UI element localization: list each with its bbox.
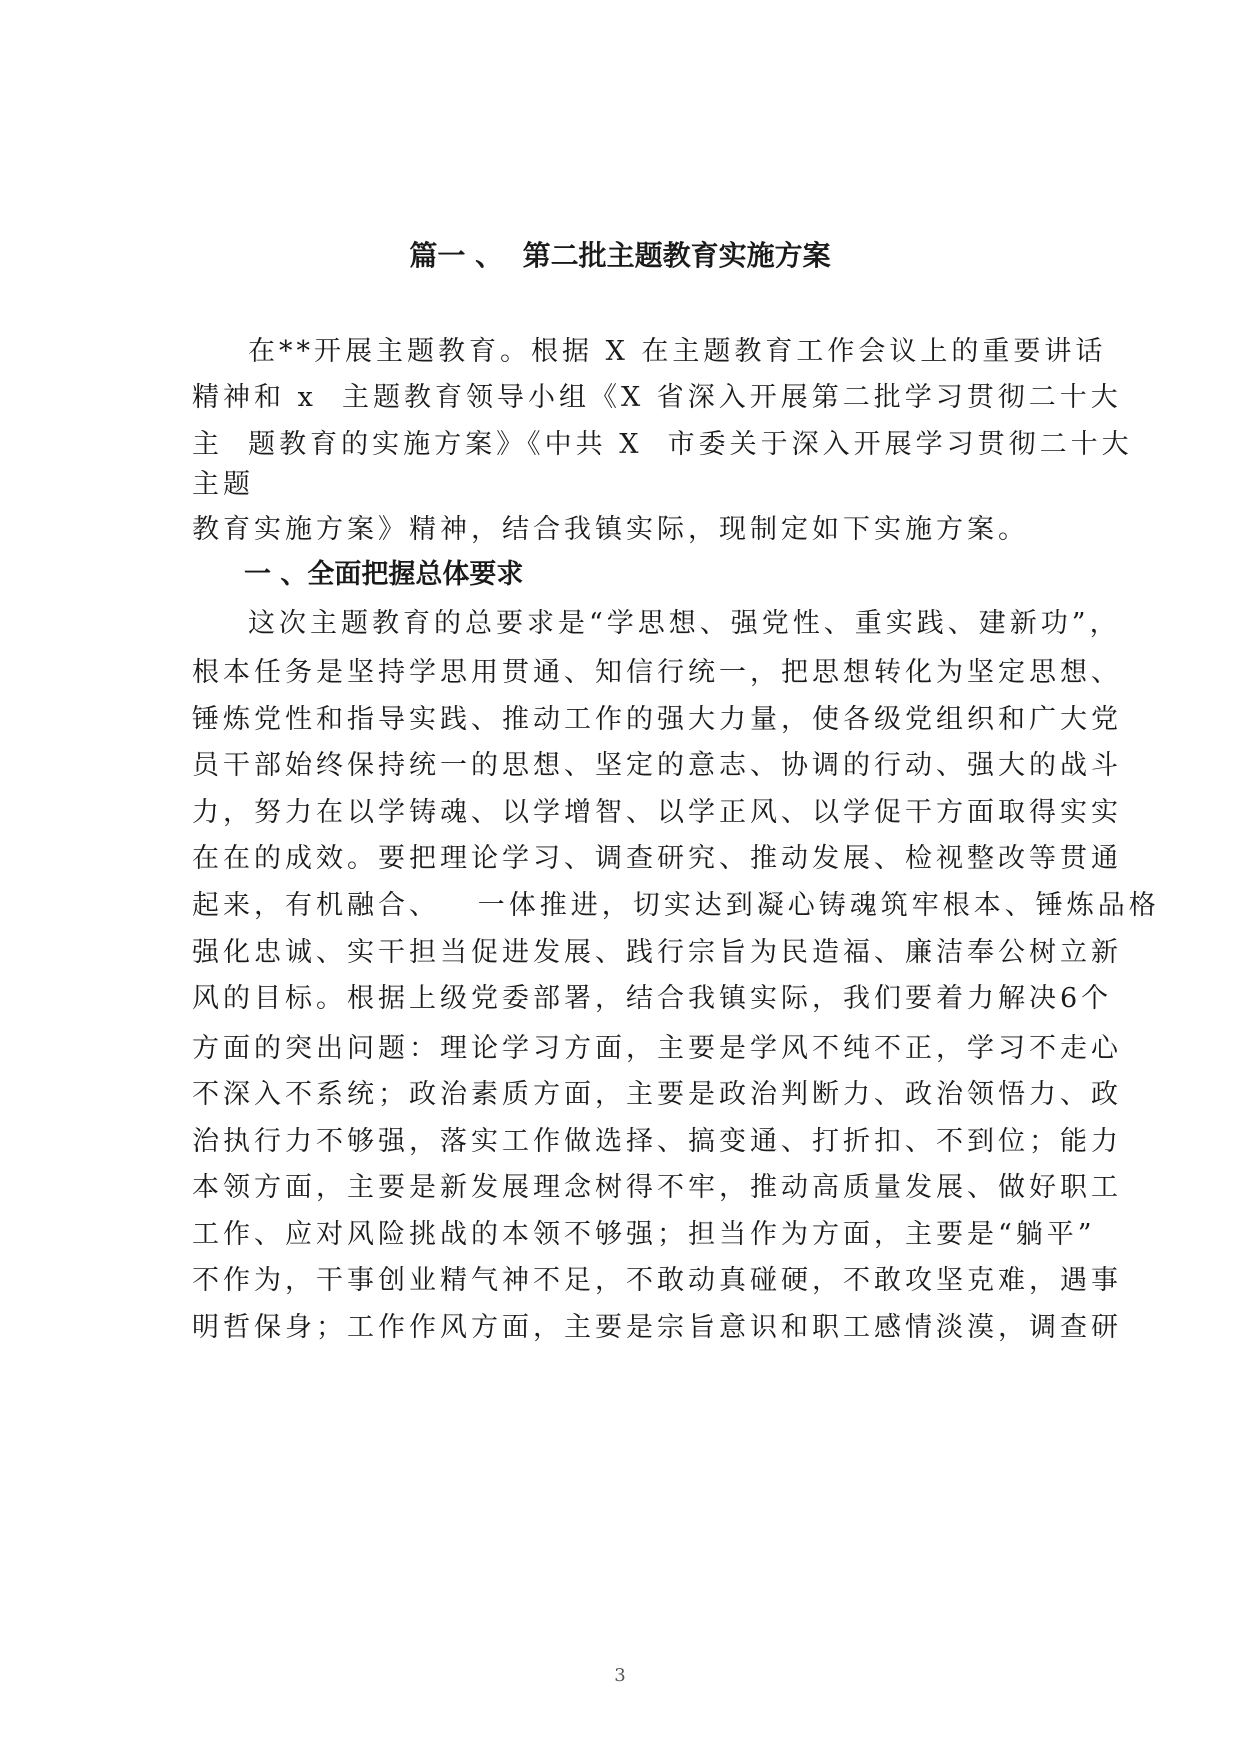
paragraph-line: 锤炼党性和指导实践、推动工作的强大力量，使各级党组织和广大党 — [192, 704, 1122, 735]
paragraph-line: 主题 — [192, 469, 254, 500]
paragraph-line: 精神和 x 主题教育领导小组《X 省深入开展第二批学习贯彻二十大 — [192, 382, 1122, 413]
paragraph-line: 根本任务是坚持学思用贯通、知信行统一，把思想转化为坚定思想、 — [192, 657, 1122, 688]
paragraph-line: 这次主题教育的总要求是“学思想、强党性、重实践、建新功”， — [248, 608, 1121, 639]
paragraph-line: 治执行力不够强，落实工作做选择、搞变通、打折扣、不到位；能力 — [192, 1126, 1122, 1157]
paragraph-line: 员干部始终保持统一的思想、坚定的意志、协调的行动、强大的战斗 — [192, 750, 1122, 781]
paragraph-line: 教育实施方案》精神，结合我镇实际，现制定如下实施方案。 — [192, 514, 1029, 545]
paragraph-line: 明哲保身；工作作风方面，主要是宗旨意识和职工感情淡漠，调查研 — [192, 1312, 1122, 1343]
paragraph-line: 不深入不系统；政治素质方面，主要是政治判断力、政治领悟力、政 — [192, 1079, 1122, 1110]
paragraph-line: 工作、应对风险挑战的本领不够强；担当作为方面，主要是“躺平” — [192, 1219, 1096, 1250]
paragraph-line: 不作为，干事创业精气神不足，不敢动真碰硬，不敢攻坚克难，遇事 — [192, 1265, 1122, 1296]
section-heading: 一 、全面把握总体要求 — [244, 559, 524, 590]
paragraph-line: 在**开展主题教育。根据 X 在主题教育工作会议上的重要讲话 — [248, 336, 1107, 367]
paragraph-line: 主 题教育的实施方案》《中共 X 市委关于深入开展学习贯彻二十大 — [192, 429, 1133, 460]
paragraph-line: 强化忠诚、实干担当促进发展、践行宗旨为民造福、廉洁奉公树立新 — [192, 937, 1122, 968]
paragraph-line: 起来，有机融合、 一体推进，切实达到凝心铸魂筑牢根本、锤炼品格 — [192, 890, 1160, 921]
paragraph-line: 方面的突出问题：理论学习方面，主要是学风不纯不正，学习不走心 — [192, 1033, 1122, 1064]
page-number: 3 — [614, 1665, 626, 1686]
paragraph-line: 在在的成效。要把理论学习、调查研究、推动发展、检视整改等贯通 — [192, 843, 1122, 874]
paragraph-line: 力，努力在以学铸魂、以学增智、以学正风、以学促干方面取得实实 — [192, 797, 1122, 828]
paragraph-line: 本领方面，主要是新发展理念树得不牢，推动高质量发展、做好职工 — [192, 1172, 1122, 1203]
paragraph-line: 风的目标。根据上级党委部署，结合我镇实际，我们要着力解决6个 — [192, 983, 1113, 1014]
document-title: 篇一 、 第二批主题教育实施方案 — [409, 239, 831, 272]
